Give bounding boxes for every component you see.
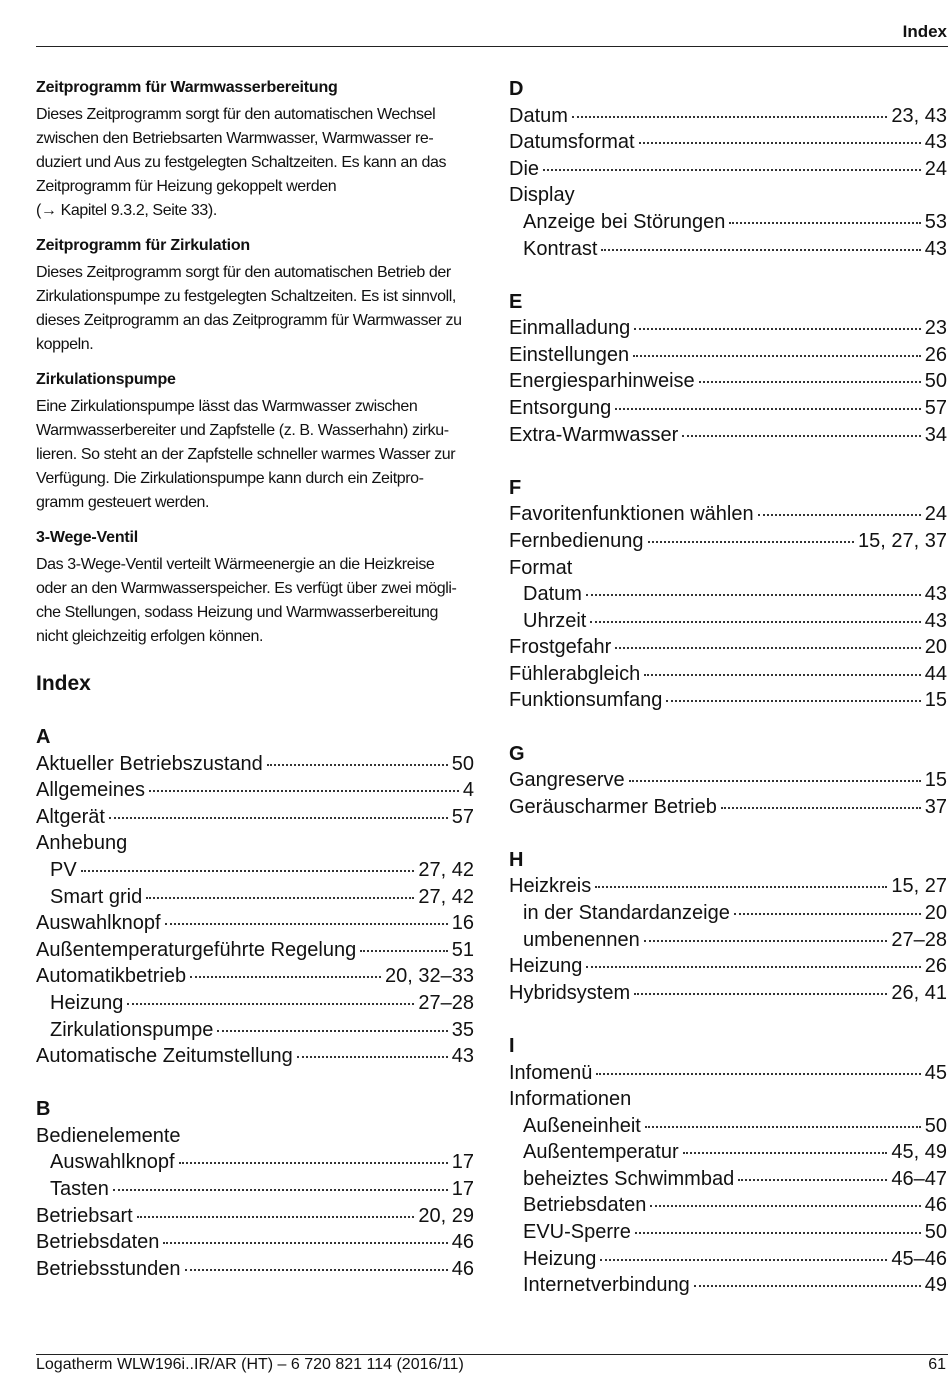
- index-subentry: [509, 900, 947, 927]
- dot-leader: [149, 790, 459, 792]
- index-entry: [36, 751, 474, 778]
- dot-leader: [738, 1179, 887, 1181]
- index-term: umbenennen: [523, 928, 640, 951]
- index-term: Fühlerabgleich: [509, 662, 641, 685]
- index-term: Außentemperatur: [523, 1141, 679, 1164]
- page-header-title: Index: [902, 22, 947, 41]
- index-subentry: [36, 884, 474, 911]
- index-letter-group: [509, 1033, 947, 1299]
- index-page-numbers: 43: [451, 1045, 474, 1068]
- index-term: Infomenü: [509, 1061, 593, 1084]
- dot-leader: [360, 950, 448, 952]
- index-term: PV: [50, 858, 77, 881]
- index-subentry: [509, 236, 947, 263]
- index-page-numbers: 15: [924, 689, 947, 712]
- index-term: Tasten: [50, 1178, 109, 1200]
- index-entry: [36, 910, 474, 937]
- index-entry: [509, 555, 947, 582]
- index-entry: [509, 953, 947, 980]
- index-page-numbers: 20: [924, 902, 947, 925]
- index-entry: [36, 1203, 474, 1230]
- index-term: Altgerät: [36, 805, 105, 828]
- glossary-entry: [36, 76, 474, 223]
- dot-leader: [758, 514, 921, 516]
- index-page-numbers: 20, 29: [418, 1204, 474, 1227]
- glossary-term: 3-Wege-Ventil: [36, 529, 139, 546]
- index-term: Display: [509, 184, 575, 207]
- index-term: Extra-Warmwasser: [509, 423, 679, 446]
- index-entry: [36, 963, 474, 990]
- index-subentry: [509, 927, 947, 954]
- index-subentry: [36, 857, 474, 884]
- index-page-numbers: 15: [924, 769, 947, 792]
- dot-leader: [721, 807, 921, 809]
- index-subentry: [509, 1219, 947, 1246]
- index-page-numbers: 34: [924, 423, 947, 446]
- index-page-numbers: 50: [924, 1114, 947, 1137]
- index-letter: I: [509, 1034, 515, 1057]
- index-page-numbers: 26: [924, 955, 947, 978]
- dot-leader: [185, 1269, 448, 1271]
- index-page-numbers: 37: [924, 795, 947, 818]
- index-page-numbers: 57: [924, 397, 947, 420]
- dot-leader: [648, 541, 854, 543]
- page-number: 61: [928, 1356, 946, 1373]
- dot-leader: [586, 966, 920, 968]
- index-page-numbers: 46–47: [891, 1167, 947, 1190]
- index-page-numbers: 27, 42: [418, 885, 474, 908]
- dot-leader: [217, 1030, 447, 1032]
- dot-leader: [179, 1162, 448, 1164]
- index-term: Einmalladung: [509, 317, 631, 340]
- index-term: EVU-Sperre: [523, 1221, 631, 1244]
- dot-leader: [650, 1205, 920, 1207]
- index-entry: [36, 1043, 474, 1070]
- index-page-numbers: 51: [451, 938, 474, 961]
- index-page-numbers: 45: [924, 1061, 947, 1084]
- index-page-numbers: 27, 42: [418, 858, 474, 881]
- index-term: Fernbedienung: [509, 529, 644, 552]
- index-subentry: [509, 1166, 947, 1193]
- index-page-numbers: 43: [924, 583, 947, 606]
- index-page-numbers: 45, 49: [891, 1141, 947, 1164]
- index-letter-group: [36, 724, 474, 1070]
- index-entry: [509, 873, 947, 900]
- index-page-numbers: 27–28: [891, 928, 947, 951]
- index-entry: [36, 1123, 474, 1150]
- index-term: Favoritenfunktionen wählen: [509, 503, 754, 526]
- index-entry: [509, 315, 947, 342]
- index-page-numbers: 26, 41: [891, 981, 947, 1004]
- glossary-term: Zeitprogramm für Zirkulation: [36, 237, 250, 254]
- dot-leader: [600, 1259, 887, 1261]
- dot-leader: [146, 897, 414, 899]
- index-letter: F: [509, 476, 522, 499]
- index-term: in der Standardanzeige: [523, 902, 730, 925]
- index-term: Geräuscharmer Betrieb: [509, 795, 717, 818]
- index-letter-group: [36, 1096, 474, 1282]
- index-term: Einstellungen: [509, 343, 630, 366]
- dot-leader: [586, 594, 921, 596]
- index-term: Auswahlknopf: [50, 1151, 175, 1174]
- index-term: Heizung: [509, 955, 583, 978]
- index-page-numbers: 17: [451, 1178, 474, 1200]
- index-page-numbers: 16: [451, 912, 474, 935]
- index-page-numbers: 53: [924, 210, 947, 233]
- glossary-term: Zeitprogramm für Warmwasserbereitung: [36, 79, 338, 96]
- index-term: Datumsformat: [509, 131, 635, 154]
- index-term: Frostgefahr: [509, 636, 612, 659]
- index-term: Heizkreis: [509, 875, 592, 898]
- index-entry: [509, 794, 947, 821]
- dot-leader: [633, 355, 921, 357]
- index-term: Bedienelemente: [36, 1124, 181, 1147]
- glossary-definition: Eine Zirkulationspumpe lässt das Warmwasser zwischen Warmwasserbereiter und Zapfstelle (z. B. Wasserhahn) zirku- lieren. So steht an der Zapfstelle schneller warmes Wasser zur Verfügung. Die Zirkulationspumpe kann durch ein Zeitpro- gramm gesteuert werden.: [36, 398, 456, 511]
- index-page-numbers: 15, 27: [891, 875, 947, 898]
- index-term: Betriebsart: [36, 1204, 133, 1227]
- dot-leader: [634, 328, 921, 330]
- index-page-numbers: 26: [924, 343, 947, 366]
- header-divider: [36, 46, 948, 47]
- index-term: Automatische Zeitumstellung: [36, 1045, 293, 1068]
- index-subentry: [509, 1113, 947, 1140]
- dot-leader: [645, 1126, 921, 1128]
- index-subentry: [509, 608, 947, 635]
- index-term: Entsorgung: [509, 397, 612, 420]
- index-entry: [36, 830, 474, 857]
- index-page-numbers: 50: [924, 370, 947, 393]
- dot-leader: [666, 700, 920, 702]
- glossary-entry: [36, 234, 474, 357]
- index-term: beheiztes Schwimmbad: [523, 1167, 735, 1190]
- index-page-numbers: 15, 27, 37: [858, 529, 947, 552]
- dot-leader: [572, 116, 887, 118]
- index-page-numbers: 45–46: [891, 1247, 947, 1270]
- index-page-numbers: 44: [924, 662, 947, 685]
- index-page-numbers: 24: [924, 503, 947, 526]
- index-letter-group: [509, 289, 947, 449]
- index-letter: D: [509, 78, 524, 100]
- index-term: Kontrast: [523, 237, 598, 260]
- index-subentry: [509, 1139, 947, 1166]
- index-page-numbers: 24: [924, 157, 947, 180]
- index-entry: [509, 342, 947, 369]
- glossary-definition: Dieses Zeitprogramm sorgt für den automatischen Betrieb der Zirkulationspumpe zu festgelegten Schaltzeiten. Es ist sinnvoll, dieses Zeitprogramm an das Zeitprogramm für Warmwasser zu koppeln.: [36, 264, 462, 353]
- dot-leader: [596, 1073, 920, 1075]
- index-page-numbers: 43: [924, 609, 947, 632]
- index-subentry: [36, 1017, 474, 1044]
- dot-leader: [590, 621, 920, 623]
- dot-leader: [543, 169, 921, 171]
- right-column: [509, 76, 947, 1325]
- dot-leader: [635, 1232, 921, 1234]
- index-letter-group: [509, 76, 947, 262]
- index-term: Automatikbetrieb: [36, 965, 187, 988]
- dot-leader: [297, 1056, 448, 1058]
- index-entry: [509, 767, 947, 794]
- index-term: Format: [509, 556, 573, 579]
- index-term: Allgemeines: [36, 779, 145, 802]
- index-entry: [509, 687, 947, 714]
- index-left-list: [36, 724, 474, 1282]
- index-term: Auswahlknopf: [36, 912, 161, 935]
- index-page-numbers: 4: [462, 779, 474, 802]
- index-heading: Index: [36, 672, 91, 695]
- index-entry: [509, 1060, 947, 1087]
- index-page-numbers: 46: [924, 1194, 947, 1217]
- index-term: Informationen: [509, 1088, 632, 1111]
- dot-leader: [127, 1003, 414, 1005]
- index-entry: [509, 980, 947, 1007]
- index-term: Betriebsdaten: [36, 1231, 160, 1254]
- index-subentry: [36, 1176, 474, 1203]
- dot-leader: [682, 435, 920, 437]
- index-subentry: [509, 1192, 947, 1219]
- index-term: Heizung: [50, 991, 124, 1014]
- dot-leader: [644, 940, 888, 942]
- index-entry: [509, 528, 947, 555]
- index-subentry: [36, 990, 474, 1017]
- index-term: Funktionsumfang: [509, 689, 663, 712]
- index-letter: H: [509, 848, 524, 871]
- index-page-numbers: 49: [924, 1274, 947, 1297]
- dot-leader: [634, 993, 887, 995]
- dot-leader: [595, 886, 887, 888]
- dot-leader: [734, 913, 921, 915]
- index-entry: [509, 1086, 947, 1113]
- index-letter: B: [36, 1098, 51, 1121]
- index-entry: [36, 1256, 474, 1283]
- index-right-list: [509, 76, 947, 1299]
- index-page-numbers: 27–28: [418, 991, 474, 1014]
- index-term: Anhebung: [36, 832, 128, 855]
- index-page-numbers: 57: [451, 805, 474, 828]
- index-letter-group: [509, 847, 947, 1007]
- index-term: Internetverbindung: [523, 1274, 690, 1297]
- dot-leader: [165, 923, 448, 925]
- index-term: Die: [509, 157, 540, 180]
- dot-leader: [601, 249, 920, 251]
- footer-document-id: Logatherm WLW196i..IR/AR (HT) – 6 720 821 114 (2016/11): [36, 1356, 464, 1373]
- index-entry: [36, 1229, 474, 1256]
- index-subentry: [509, 581, 947, 608]
- index-entry: [509, 661, 947, 688]
- index-term: Zirkulationspumpe: [50, 1018, 214, 1041]
- dot-leader: [615, 647, 920, 649]
- index-entry: [509, 501, 947, 528]
- index-subentry: [509, 209, 947, 236]
- index-entry: [509, 129, 947, 156]
- index-entry: [509, 368, 947, 395]
- index-page-numbers: 50: [451, 752, 474, 775]
- index-entry: [36, 804, 474, 831]
- index-letter: G: [509, 742, 525, 765]
- dot-leader: [113, 1189, 448, 1191]
- index-term: Gangreserve: [509, 769, 625, 792]
- index-term: Aktueller Betriebszustand: [36, 752, 263, 775]
- index-term: Betriebsstunden: [36, 1257, 181, 1280]
- index-page-numbers: 46: [451, 1231, 474, 1254]
- index-entry: [509, 634, 947, 661]
- dot-leader: [729, 222, 920, 224]
- dot-leader: [81, 870, 415, 872]
- index-subentry: [509, 1246, 947, 1273]
- index-entry: [36, 937, 474, 964]
- index-page-numbers: 17: [451, 1151, 474, 1174]
- dot-leader: [639, 142, 921, 144]
- index-letter-group: [509, 475, 947, 714]
- index-term: Betriebsdaten: [523, 1194, 647, 1217]
- glossary-entry: [36, 526, 474, 649]
- dot-leader: [615, 408, 920, 410]
- left-column: [36, 76, 474, 1309]
- index-term: Datum: [523, 583, 582, 606]
- dot-leader: [644, 674, 921, 676]
- index-page-numbers: 43: [924, 237, 947, 260]
- index-entry: [36, 777, 474, 804]
- dot-leader: [267, 764, 448, 766]
- index-subentry: [509, 1272, 947, 1299]
- index-term: Hybridsystem: [509, 981, 631, 1004]
- index-term: Außentemperaturgeführte Regelung: [36, 938, 357, 961]
- index-term: Datum: [509, 104, 568, 127]
- dot-leader: [109, 817, 448, 819]
- index-page-numbers: 23, 43: [891, 104, 947, 127]
- glossary-definition: Das 3-Wege-Ventil verteilt Wärmeenergie an die Heizkreise oder an den Warmwasserspeicher. Es verfügt über zwei mögli- che Stellungen, sodass Heizung und Warmwasserbereitung nicht gleichzeitig erfolgen können.: [36, 556, 457, 645]
- index-entry: [509, 156, 947, 183]
- glossary-section: [36, 76, 474, 649]
- index-letter: A: [36, 726, 51, 748]
- index-page-numbers: 20, 32–33: [385, 965, 474, 988]
- footer-divider: [36, 1354, 948, 1355]
- dot-leader: [163, 1242, 447, 1244]
- index-page-numbers: 23: [924, 317, 947, 340]
- index-page-numbers: 43: [924, 131, 947, 154]
- index-entry: [509, 182, 947, 209]
- dot-leader: [190, 976, 381, 978]
- index-letter-group: [509, 741, 947, 821]
- dot-leader: [629, 780, 921, 782]
- glossary-entry: [36, 368, 474, 515]
- index-letter: E: [509, 290, 523, 313]
- index-entry: [509, 103, 947, 130]
- index-term: Außeneinheit: [523, 1114, 641, 1137]
- index-term: Heizung: [523, 1247, 597, 1270]
- index-term: Smart grid: [50, 885, 143, 908]
- index-entry: [509, 422, 947, 449]
- dot-leader: [137, 1216, 415, 1218]
- index-subentry: [36, 1149, 474, 1176]
- index-entry: [509, 395, 947, 422]
- index-page-numbers: 50: [924, 1221, 947, 1244]
- glossary-definition: Dieses Zeitprogramm sorgt für den automatischen Wechsel zwischen den Betriebsarten Warmwasser, Warmwasser re- duziert und Aus zu festgelegten Schaltzeiten. Es kann an das Zeitprogramm für Heizung gekoppelt werden (→ Kapitel 9.3.2, Seite 33).: [36, 106, 447, 219]
- index-page-numbers: 35: [451, 1018, 474, 1041]
- dot-leader: [699, 381, 921, 383]
- index-term: Uhrzeit: [523, 609, 587, 632]
- index-page-numbers: 46: [451, 1257, 474, 1280]
- dot-leader: [694, 1285, 921, 1287]
- dot-leader: [683, 1152, 888, 1154]
- glossary-term: Zirkulationspumpe: [36, 371, 176, 388]
- index-page-numbers: 20: [924, 636, 947, 659]
- index-term: Energiesparhinweise: [509, 370, 695, 393]
- index-term: Anzeige bei Störungen: [523, 210, 726, 233]
